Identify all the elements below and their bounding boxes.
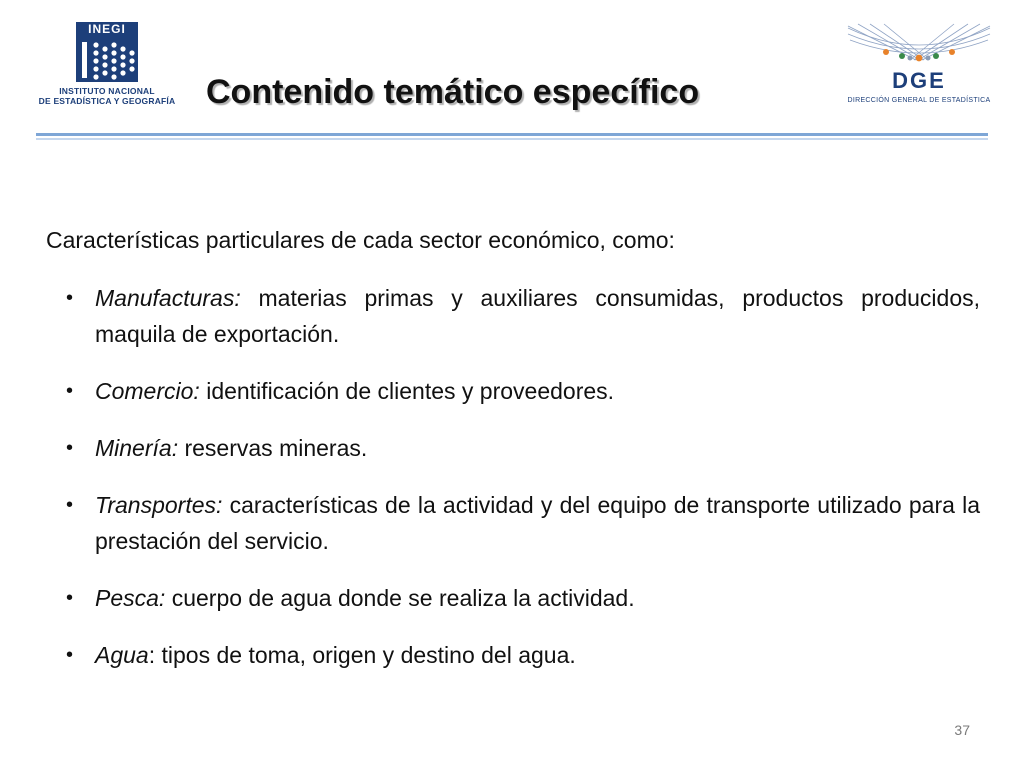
dge-logo	[846, 22, 992, 108]
bullet-text: cuerpo de agua donde se realiza la actividad.	[165, 585, 635, 611]
dge-logo-name: DGE	[892, 68, 946, 93]
bullet-list	[66, 280, 980, 694]
inegi-dots-icon	[76, 37, 138, 82]
inegi-line2: DE ESTADÍSTICA Y GEOGRAFÍA	[38, 96, 176, 106]
bullet-term: Pesca:	[95, 585, 166, 611]
bullet-term: Manufacturas:	[95, 285, 241, 311]
bullet-term: Agua	[95, 642, 149, 668]
bullet-text: reservas mineras.	[178, 435, 368, 461]
inegi-emblem	[76, 22, 138, 82]
bullet-term: Transportes:	[95, 492, 223, 518]
bullet-icon: •	[66, 437, 74, 459]
bullet-item-transportes	[66, 487, 980, 559]
inegi-logo-name: INEGI	[76, 22, 138, 37]
intro-text: Características particulares de cada sector económico, como:	[46, 227, 675, 253]
bullet-item-mineria	[66, 430, 980, 466]
bullet-text: características de la actividad y del equipo de transporte utilizado para la prestación del servicio.	[95, 492, 980, 554]
bullet-icon: •	[66, 380, 74, 402]
slide-title: Contenido temático específico	[206, 73, 700, 111]
bullet-icon: •	[66, 494, 74, 516]
bullet-item-comercio	[66, 373, 980, 409]
header-divider-light	[36, 138, 988, 140]
bullet-item-pesca	[66, 580, 980, 616]
bullet-item-manufacturas	[66, 280, 980, 352]
dge-logo-subtitle: DIRECCIÓN GENERAL DE ESTADÍSTICA	[847, 97, 991, 104]
page-number: 37	[954, 722, 970, 738]
inegi-logo	[36, 22, 178, 108]
bullet-text: identificación de clientes y proveedores.	[199, 378, 615, 404]
bullet-icon: •	[66, 644, 74, 666]
bullet-term: Minería:	[95, 435, 179, 461]
bullet-term: Comercio:	[95, 378, 200, 404]
header-divider	[36, 133, 988, 136]
bullet-text: materias primas y auxiliares consumidas, productos producidos, maquila de exportación.	[95, 285, 980, 347]
inegi-line1: INSTITUTO NACIONAL	[59, 86, 155, 96]
bullet-text: : tipos de toma, origen y destino del agua.	[148, 642, 576, 668]
bullet-icon: •	[66, 287, 74, 309]
inegi-logo-text	[36, 86, 178, 106]
bullet-item-agua	[66, 637, 980, 673]
dge-globe-icon	[846, 22, 992, 94]
bullet-icon: •	[66, 587, 74, 609]
